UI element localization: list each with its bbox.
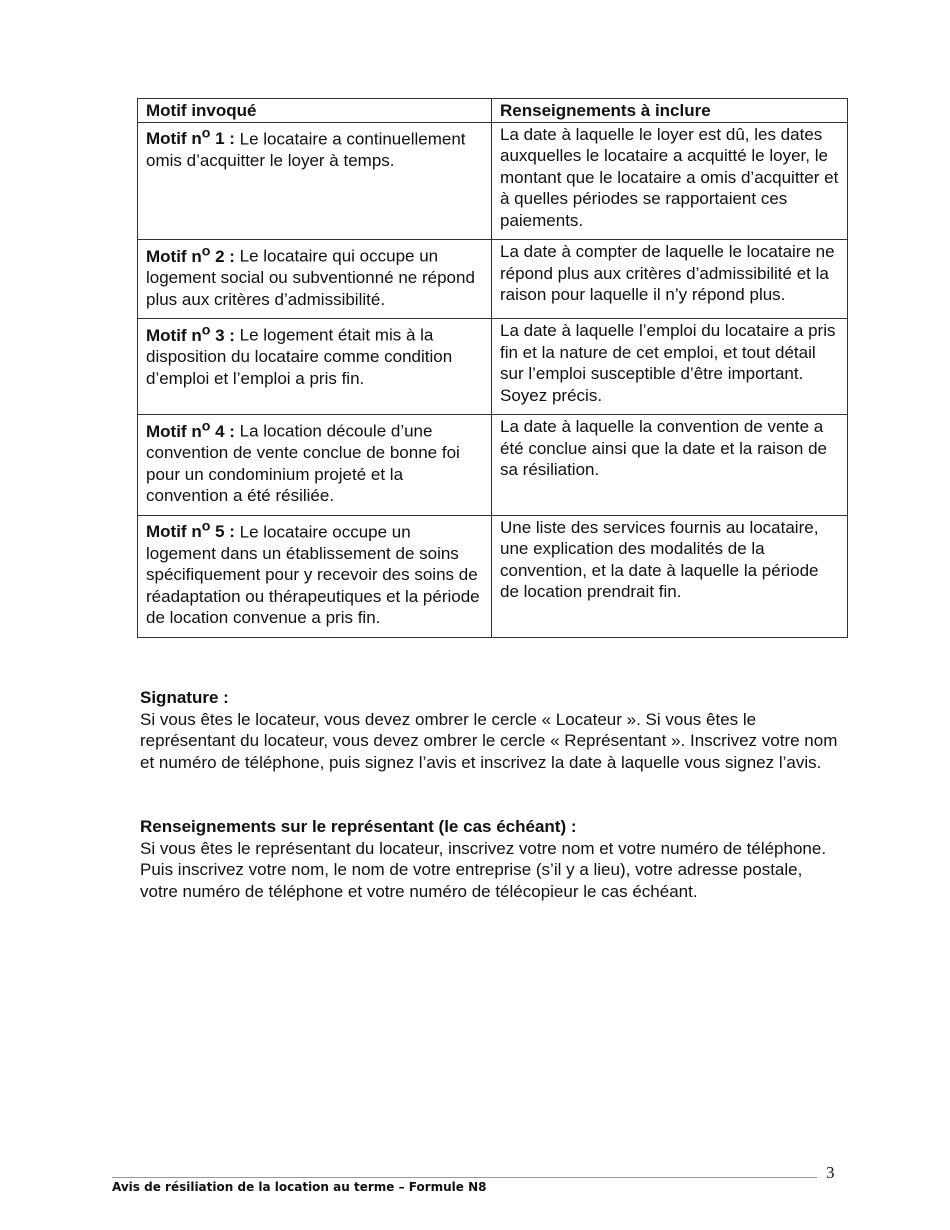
motif-text: Le locataire qui occupe un logement social ou subventionné ne répond plus aux critères d’admissibilité. [146, 246, 475, 309]
table-row [138, 415, 848, 516]
signature-section [140, 687, 840, 773]
motif-label: Motif $n^o$ 1 : [146, 125, 235, 149]
info-cell: La date à laquelle la convention de vente a été conclue ainsi que la date et la raison de sa résiliation. [492, 415, 848, 516]
motif-cell [138, 515, 492, 637]
motif-label: Motif $n^o$ 3 : [146, 322, 235, 345]
table-row [138, 240, 848, 319]
motif-text: Le logement était mis à la disposition du locataire comme condition d’emploi et l’emploi a pris fin. [146, 325, 453, 388]
motif-text: Le locataire occupe un logement dans un établissement de soins spécifiquement pour y recevoir des soins de réadaptation ou thérapeutiques et la période de location convenue a pris fin. [146, 522, 480, 628]
motif-cell [138, 319, 492, 415]
info-cell: La date à laquelle l’emploi du locataire a pris fin et la nature de cet emploi, et tout détail sur l’emploi susceptible d’être important. Soyez précis. [492, 319, 848, 415]
motif-text: Le locataire a continuellement omis d’acquitter le loyer à temps. [146, 129, 466, 170]
footer-divider [112, 1177, 817, 1178]
motif-cell [138, 415, 492, 516]
motif-cell [138, 240, 492, 319]
table-row [138, 515, 848, 637]
signature-body: Si vous êtes le locateur, vous devez ombrer le cercle « Locateur ». Si vous êtes le représentant du locateur, vous devez ombrer le cercle « Représentant ». Inscrivez votre nom et numéro de téléphone, puis signez l’avis et inscrivez la date à laquelle vous signez l’avis. [140, 709, 838, 772]
representative-section [140, 816, 840, 902]
representative-body: Si vous êtes le représentant du locateur, inscrivez votre nom et votre numéro de téléphone. Puis inscrivez votre nom, le nom de votre entreprise (s’il y a lieu), votre adresse postale, votre numéro de téléphone et votre numéro de télécopieur le cas échéant. [140, 838, 827, 901]
motif-label: Motif $n^o$ 5 : [146, 518, 235, 542]
info-cell: La date à compter de laquelle le locataire ne répond plus aux critères d’admissibilité et la raison pour laquelle il n’y répond plus. [492, 240, 848, 319]
info-cell: Une liste des services fournis au locataire, une explication des modalités de la convention, et la date à laquelle la période de location prendrait fin. [492, 515, 848, 637]
page-number: 3 [826, 1163, 835, 1182]
header-motif: Motif invoqué [138, 99, 492, 123]
motif-cell [138, 122, 492, 240]
table-row [138, 122, 848, 240]
signature-heading: Signature : [140, 688, 229, 707]
table-row [138, 319, 848, 415]
motif-label: Motif $n^o$ 2 : [146, 243, 235, 266]
table-header-row [138, 99, 848, 123]
representative-heading: Renseignements sur le représentant (le cas échéant) : [140, 817, 577, 836]
motif-text: La location découle d’une convention de vente conclue de bonne foi pour un condominium projeté et la convention a été résiliée. [146, 421, 460, 506]
info-cell: La date à laquelle le loyer est dû, les dates auxquelles le locataire a acquitté le loyer, le montant que le locataire a omis d’acquitter et à quelles périodes se rapportaient ces paiements. [492, 122, 848, 240]
header-info: Renseignements à inclure [492, 99, 848, 123]
motif-label: Motif $n^o$ 4 : [146, 418, 235, 441]
footer-title: Avis de résiliation de la location au terme – Formule N8 [112, 1180, 487, 1194]
motifs-table [137, 98, 848, 638]
